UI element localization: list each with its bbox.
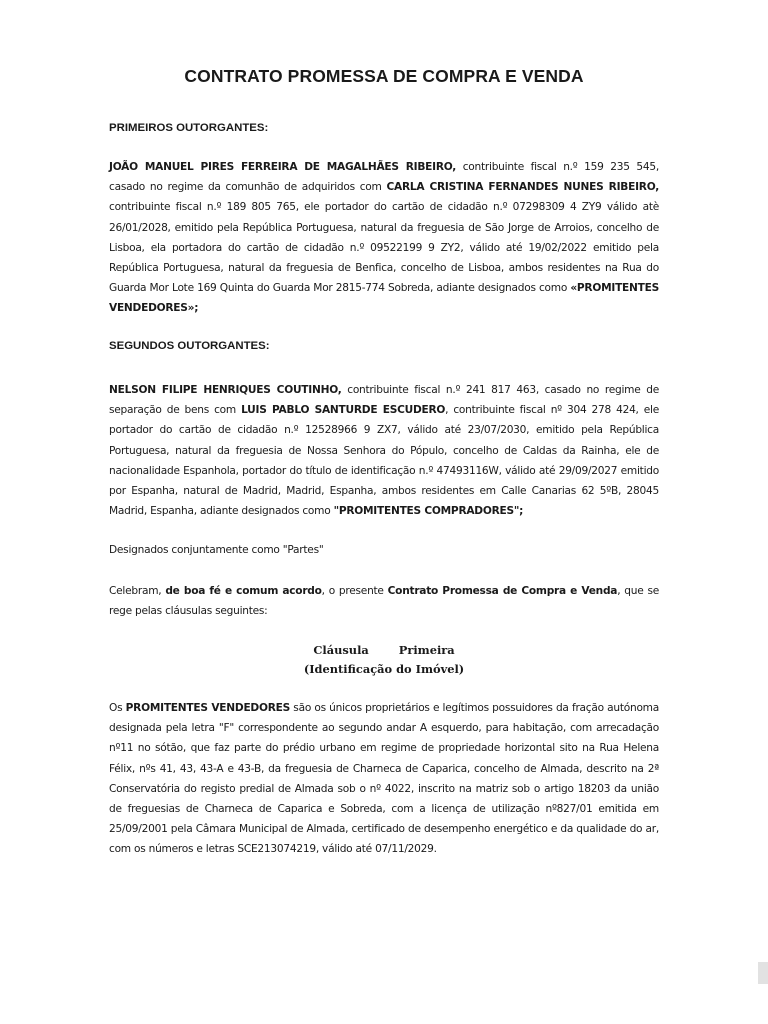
plain-text: , que se [617, 585, 659, 597]
text-line [109, 601, 659, 621]
plain-text: Félix, nºs 41, 43, 43-A e 43-B, da freguesia de Charneca de Caparica, concelho de Almada, descrito na 2ª [109, 762, 659, 775]
agreement-paragraph [109, 581, 659, 621]
bold-text: CARLA CRISTINA FERNANDES NUNES RIBEIRO, [386, 181, 659, 194]
plain-text: 26/01/2028, emitido pela República Portuguesa, natural da freguesia de São Jorge de Arroios, concelho de [109, 221, 659, 234]
text-line [109, 481, 659, 501]
bold-text: JOÃO MANUEL PIRES FERREIRA DE MAGALHÃES RIBEIRO, [109, 161, 457, 173]
clause-1-number: Cláusula Primeira [313, 643, 455, 657]
plain-text: casado no regime da comunhão de adquiridos com [109, 181, 387, 194]
text-line [109, 501, 659, 521]
bold-text: NELSON FILIPE HENRIQUES COUTINHO, [109, 384, 342, 396]
plain-text: Guarda Mor Lote 169 Quinta do Guarda Mor 2815-774 Sobreda, adiante designados como [109, 282, 571, 295]
second-parties-heading: SEGUNDOS OUTORGANTES: [109, 340, 270, 352]
clause-1-paragraph [109, 698, 659, 860]
text-line [109, 441, 659, 461]
parties-jointly-line [109, 540, 659, 560]
plain-text: designada pela letra "F" correspondente ao segundo andar A esquerdo, para habitação, com arrecadação [109, 722, 659, 735]
text-line [109, 258, 659, 278]
bold-text: "PROMITENTES COMPRADORES"; [333, 505, 524, 518]
text-line [109, 779, 659, 799]
text-line [109, 698, 659, 718]
plain-text: Lisboa, ela portadora do cartão de cidadão n.º 09522199 9 ZY2, válido até 19/02/2022 emitido pela [109, 241, 659, 254]
bold-text: Contrato Promessa de Compra e Venda [387, 585, 618, 597]
text-line [109, 738, 659, 758]
first-parties-heading: PRIMEIROS OUTORGANTES: [109, 122, 269, 134]
plain-text: , contribuinte fiscal nº 304 278 424, ele [445, 404, 659, 417]
text-line [109, 819, 659, 839]
scrollbar-thumb[interactable] [758, 962, 768, 984]
plain-text: por Espanha, natural de Madrid, Madrid, Espanha, ambos residentes em Calle Canarias 62 5ºB, 28045 [109, 485, 659, 498]
bold-text: de boa fé e comum acordo [165, 585, 322, 597]
text-line [109, 420, 659, 440]
plain-text: Os [109, 702, 126, 714]
plain-text: contribuinte fiscal n.º 241 817 463, casado no regime de [341, 384, 659, 396]
text-line [109, 197, 659, 217]
second-parties-paragraph [109, 380, 659, 521]
text-line [109, 380, 659, 400]
document-title: CONTRATO PROMESSA DE COMPRA E VENDA [184, 66, 584, 86]
plain-text: contribuinte fiscal n.º 189 805 765, ele portador do cartão de cidadão n.º 07298309 4 ZY9 válido atè [109, 201, 659, 214]
plain-text: de freguesias de Charneca de Caparica e Sobreda, com a licença de utilização nº827/01 emitida em [109, 803, 659, 816]
bold-text: LUIS PABLO SANTURDE ESCUDERO [241, 404, 446, 417]
parties-jointly-text: Designados conjuntamente como "Partes" [109, 544, 324, 556]
plain-text: República Portuguesa, natural da freguesia de Benfica, concelho de Lisboa, ambos residentes na Rua do [109, 262, 659, 275]
plain-text: separação de bens com [109, 404, 242, 417]
plain-text: nº11 no sótão, que faz parte do prédio urbano em regime de propriedade horizontal sito na Rua Helena [109, 742, 659, 755]
bold-text: «PROMITENTES [570, 282, 659, 295]
text-line [109, 799, 659, 819]
bold-text: VENDEDORES»; [109, 302, 199, 315]
plain-text: rege pelas cláusulas seguintes: [109, 605, 268, 618]
clause-1-title [0, 641, 768, 679]
text-line [109, 298, 659, 318]
text-line [109, 400, 659, 420]
plain-text: nacionalidade Espanhola, portador do título de identificação n.º 47493116W, válido até 29/09/2027 emitido [109, 464, 659, 477]
text-line [109, 157, 659, 177]
text-line [109, 238, 659, 258]
plain-text: são os únicos proprietários e legítimos possuidores da fração autónoma [290, 702, 659, 714]
plain-text: , o presente [321, 585, 388, 597]
text-line [109, 218, 659, 238]
text-line [109, 718, 659, 738]
first-parties-paragraph [109, 157, 659, 319]
plain-text: Portuguesa, natural da freguesia de Nossa Senhora do Pópulo, concelho de Caldas da Rainha, ele de [109, 444, 659, 457]
text-line [109, 177, 659, 197]
plain-text: Celebram, [109, 585, 166, 597]
clause-1-subtitle: (Identificação do Imóvel) [303, 662, 465, 676]
text-line [109, 278, 659, 298]
text-line [109, 759, 659, 779]
plain-text: com os números e letras SCE213074219, válido até 07/11/2029. [109, 843, 437, 856]
plain-text: 25/09/2001 pela Câmara Municipal de Almada, certificado de desempenho energético e da qualidade do ar, [109, 823, 659, 836]
plain-text: Conservatória do registo predial de Almada sob o nº 4022, inscrito na matriz sob o artigo 18203 da união [109, 782, 659, 795]
text-line [109, 581, 659, 601]
bold-text: PROMITENTES VENDEDORES [125, 702, 291, 714]
plain-text: Madrid, Espanha, adiante designados como [109, 505, 334, 518]
text-line [109, 461, 659, 481]
plain-text: contribuinte fiscal n.º 159 235 545, [456, 161, 659, 173]
plain-text: portador do cartão de cidadão n.º 12528966 9 ZX7, válido até 23/07/2030, emitido pela República [109, 424, 659, 437]
text-line [109, 839, 659, 859]
